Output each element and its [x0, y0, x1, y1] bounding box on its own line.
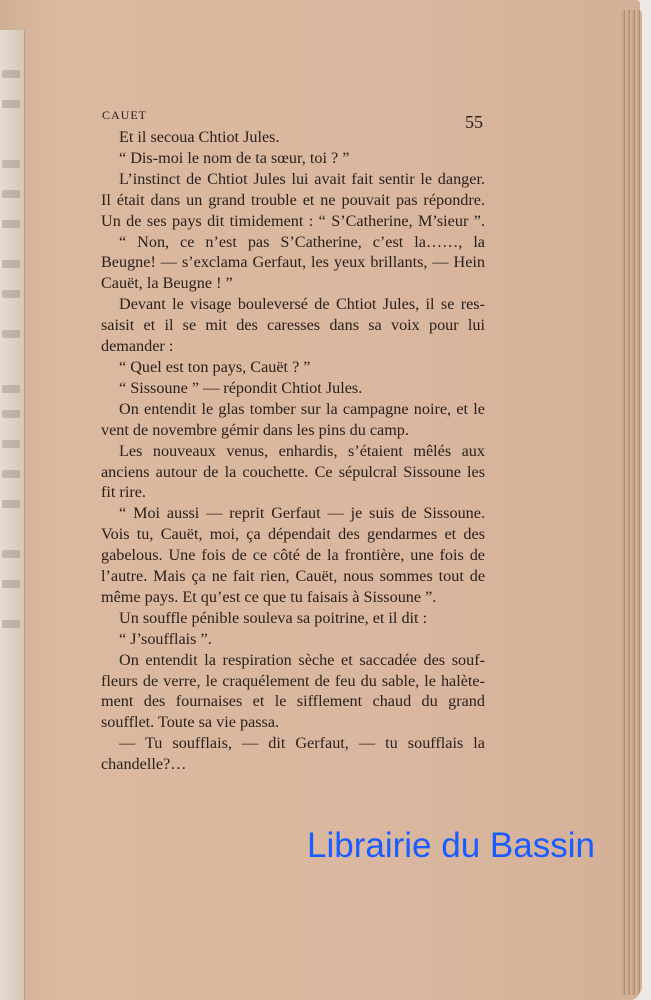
- text-line: Les nouveaux venus, enhardis, s’étaient mêlés aux: [119, 441, 485, 460]
- watermark: Librairie du Bassin: [307, 826, 595, 865]
- text-line: On entendit la respiration sèche et saccadée des souf-: [119, 650, 485, 669]
- text-line: fit rire.: [101, 483, 146, 502]
- text-line: Cauët, la Beugne ! ”: [101, 274, 233, 293]
- text-line: gabelous. Une fois de ce côté de la frontière, une fois de: [101, 546, 485, 565]
- text-line: “ Quel est ton pays, Cauët ? ”: [119, 357, 311, 376]
- text-line: On entendit le glas tomber sur la campagne noire, et le: [119, 399, 485, 418]
- text-line: L’instinct de Chtiot Jules lui avait fait sentir le danger.: [119, 169, 485, 188]
- text-line: l’autre. Mais ça ne fait rien, Cauët, nous sommes tout de: [101, 567, 485, 586]
- text-line: Vois tu, Cauët, moi, ça dépendait des gendarmes et des: [101, 525, 485, 544]
- text-line: Beugne! — s’exclama Gerfaut, les yeux brillants, — Hein: [101, 253, 485, 272]
- text-line: Devant le visage bouleversé de Chtiot Jules, il se res-: [119, 295, 485, 314]
- text-line: “ Non, ce n’est pas S’Catherine, c’est la……, la: [119, 232, 485, 251]
- text-line: soufflet. Toute sa vie passa.: [101, 713, 280, 732]
- text-line: fleurs de verre, le craquélement de feu du sable, le halète-: [101, 671, 485, 690]
- text-line: saisit et il se mit des caresses dans sa voix pour lui: [101, 316, 485, 335]
- text-line: même pays. Et qu’est ce que tu faisais à Sissoune ”.: [101, 587, 437, 606]
- text-line: demander :: [101, 337, 174, 356]
- text-line: chandelle?…: [101, 755, 187, 774]
- text-line: Il était dans un grand trouble et ne pouvait pas répondre.: [101, 190, 485, 209]
- text-line: Un de ses pays dit timidement : “ S’Catherine, M’sieur ”.: [101, 211, 485, 230]
- text-line: Un souffle pénible souleva sa poitrine, et il dit :: [119, 608, 428, 627]
- text-line: vent de novembre gémir dans les pins du camp.: [101, 420, 409, 439]
- text-line: Et il secoua Chtiot Jules.: [119, 128, 280, 146]
- text-line: “ Dis-moi le nom de ta sœur, toi ? ”: [119, 148, 350, 167]
- text-line: “ Moi aussi — reprit Gerfaut — je suis de Sissoune.: [119, 504, 485, 523]
- facing-page-edge: [0, 30, 25, 1000]
- text-line: “ Sissoune ” — répondit Chtiot Jules.: [119, 378, 363, 397]
- page-stack-edge: [622, 10, 642, 995]
- text-line: “ J’soufflais ”.: [119, 629, 212, 648]
- text-line: anciens autour de la couchette. Ce sépulcral Sissoune les: [101, 462, 485, 481]
- page-number: 55: [465, 112, 483, 132]
- text-line: — Tu soufflais, — dit Gerfaut, — tu soufflais la: [119, 734, 485, 753]
- running-title: CAUET: [102, 108, 147, 122]
- text-line: ment des fournaises et le sifflement chaud du grand: [101, 692, 485, 711]
- body-text: [101, 127, 485, 775]
